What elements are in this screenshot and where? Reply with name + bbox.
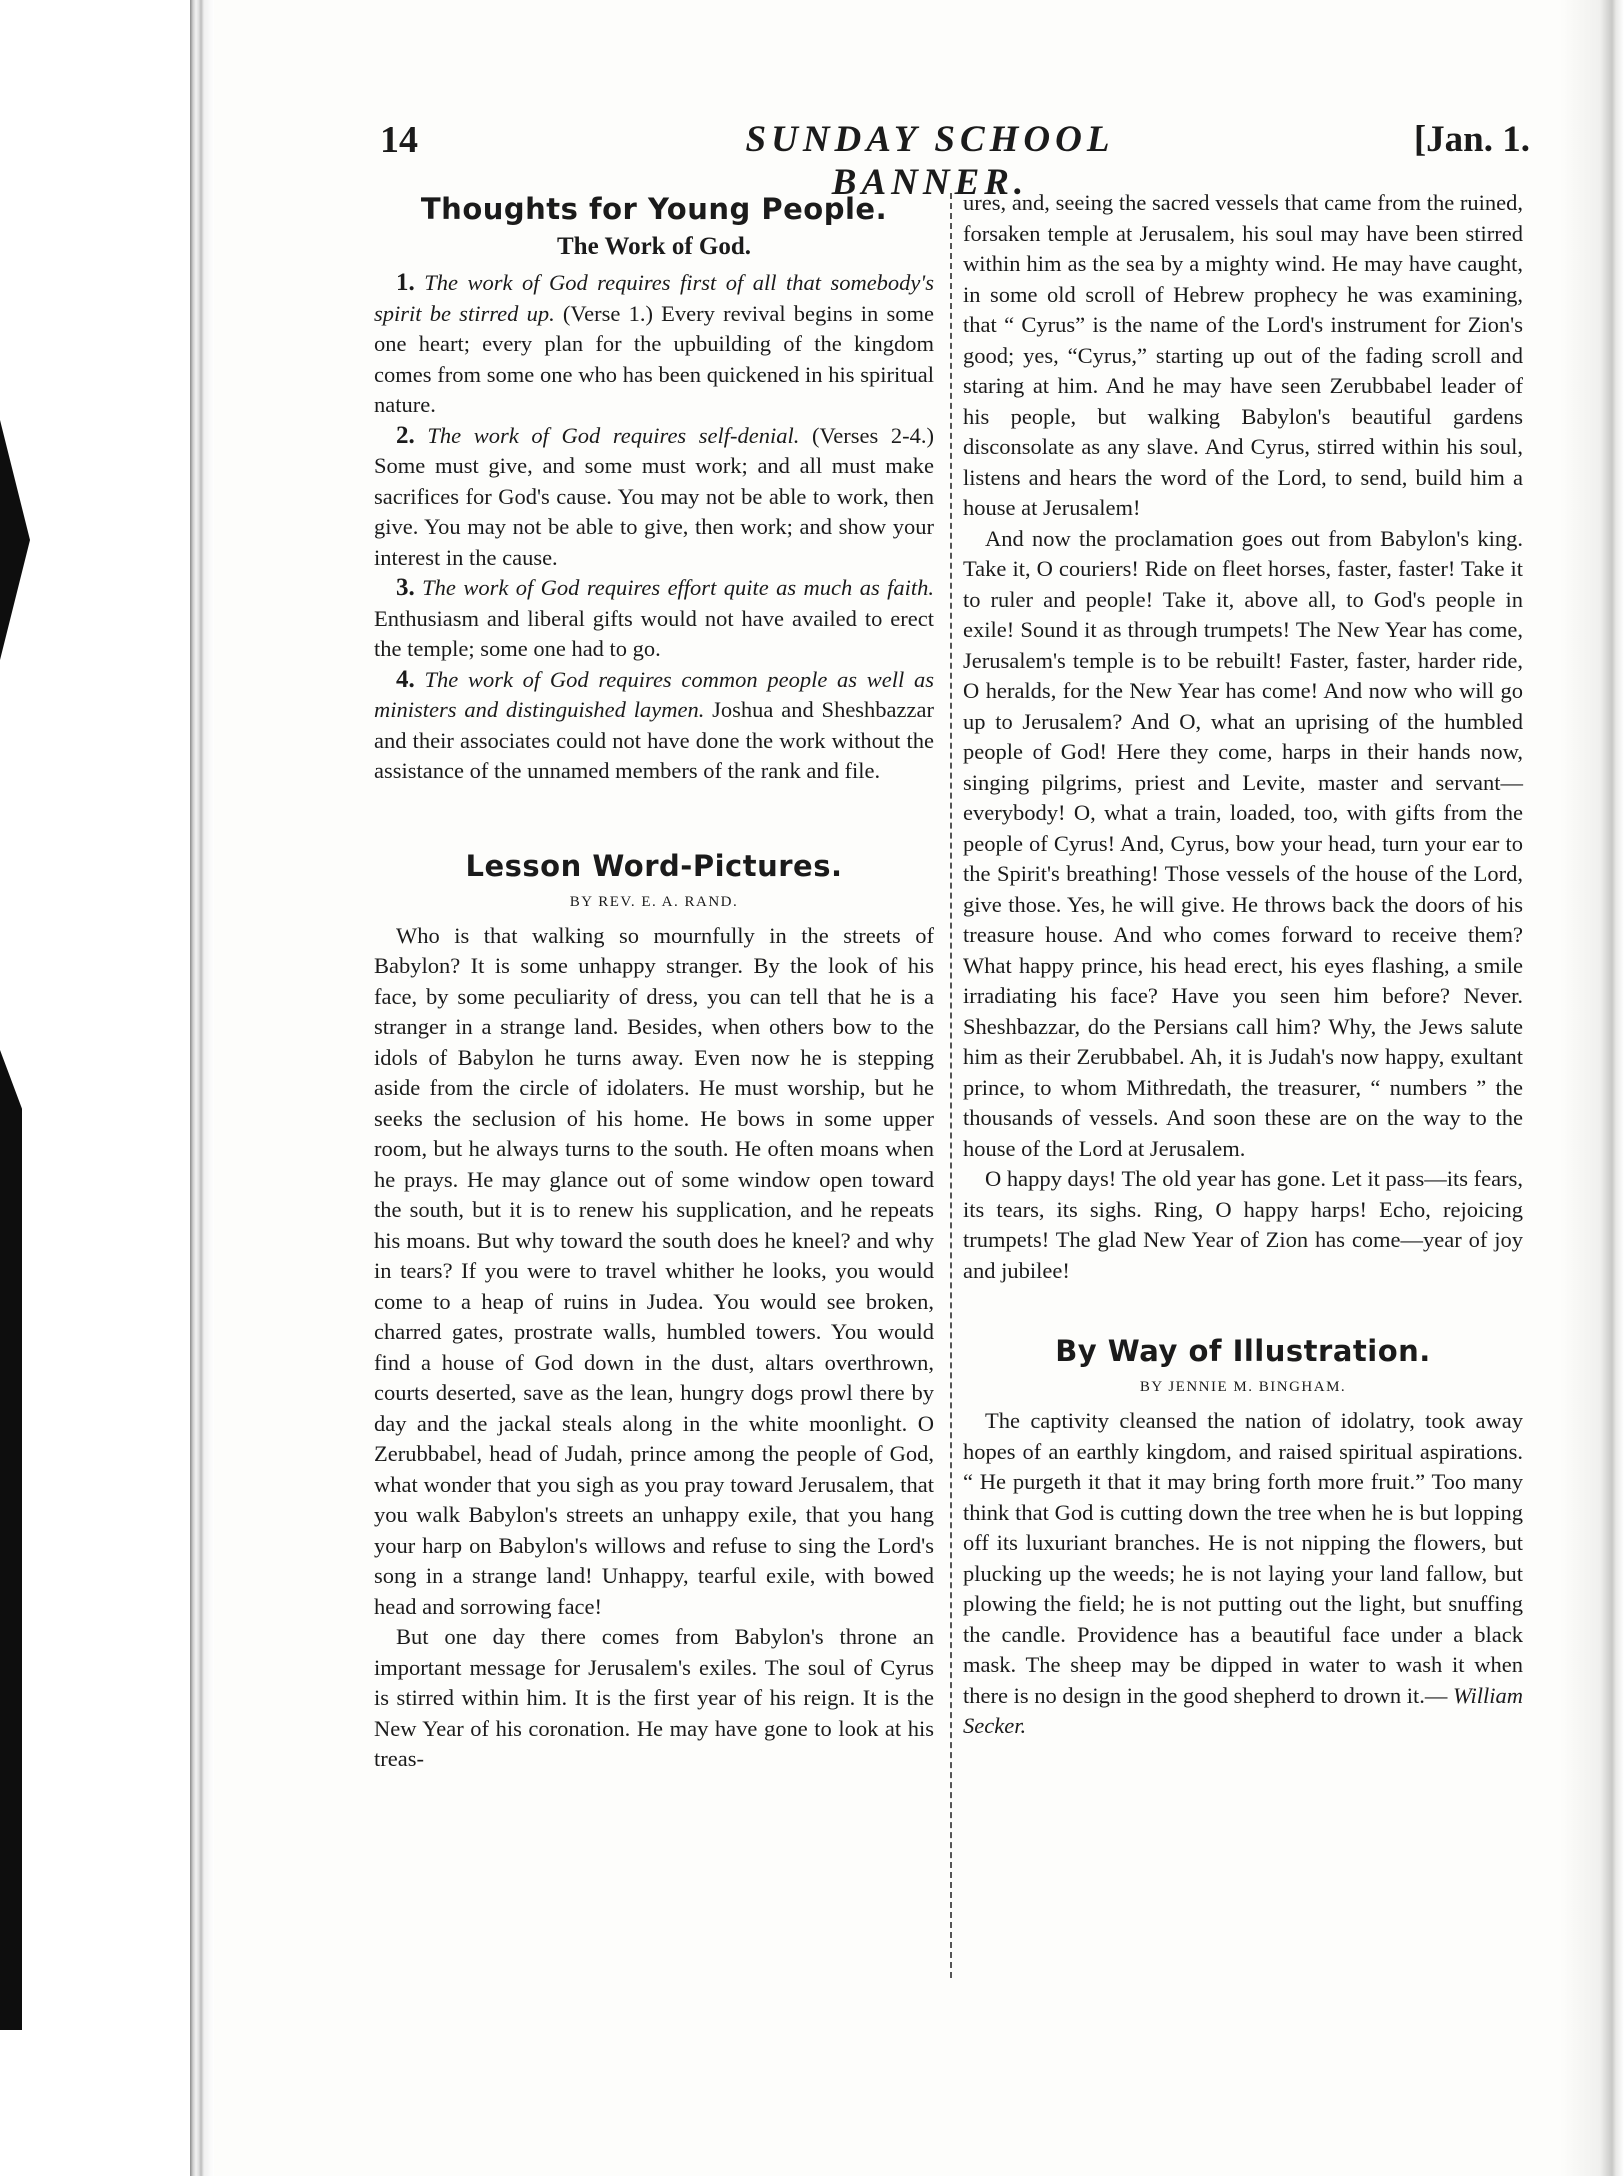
point-text: (Verses 2-4.) Some must give, and some must work; and all must make sacrifices for God's cause. You may not be able to work, then give. You may not be able to give, then work; and show your interest in the cause. [374, 422, 934, 570]
thought-point-2 [374, 421, 934, 574]
lesson-paragraph: And now the proclamation goes out from Babylon's king. Take it, O couriers! Ride on fleet horses, faster, faster! Take it to ruler and people! Take it, above all, to God's people in exile! Sound it as through trumpets! The New Year has come, Jerusalem's temple is to be rebuilt! Faster, faster, harder ride, O heralds, for the New Year has come! And now who will go up to Jerusalem? And O, what an uprising of the humbled people of God! Here they come, harps in their hands now, singing pilgrims, priest and Levite, master and servant—everybody! O, what a train, loaded, too, with gifts from the people of Cyrus! And, Cyrus, bow your head, turn your ear to the Spirit's breathing! Those vessels of the house of the Lord, give those. Yes, he will give. He throws back the doors of his treasure house. And who comes forward to receive them? What happy prince, his head erect, his eyes flashing, a smile irradiating his face? Have you seen him before? Never. Sheshbazzar, do the Persians call him? Why, the Jews salute him as their Zerubbabel. Ah, it is Judah's now happy, exultant prince, to whom Mithredath, the treasurer, “ numbers ” the thousands of vessels. And soon these are on the way to the house of the Lord at Jerusalem. [963, 525, 1523, 1161]
illustration-paragraph [963, 1406, 1523, 1742]
right-column [963, 188, 1523, 1742]
column-divider [950, 193, 952, 1978]
point-lead: The work of God requires common people as well as ministers and distinguished laymen. [374, 666, 935, 722]
scan-shadow-upper [0, 420, 30, 660]
lesson-paragraph: O happy days! The old year has gone. Let it pass—its fears, its tears, its sighs. Ring, O happy harps! Echo, rejoicing trumpets! The glad New Year of Zion has come—year of joy and jubilee! [963, 1166, 1523, 1283]
point-number: 2. [396, 421, 415, 449]
point-lead: The work of God requires self-denial. [427, 422, 800, 448]
illustration-text: The captivity cleansed the nation of idolatry, took away hopes of an earthly kingdom, and raised spiritual aspirations. “ He purgeth it that it may bring forth more fruit.” Too many think that God is cutting down the tree when he is but lopping off its luxuriant branches. He is not nipping the flowers, but plucking up the weeds; he is not laying your land fallow, but plowing the field; he is not putting out the light, but snuffing the candle. Providence has a beautiful face under a black mask. The sheep may be dipped in water to wash it when there is no design in the good shepherd to drown it.— [963, 1408, 1523, 1708]
page-number: 14 [380, 119, 418, 161]
issue-date: [Jan. 1. [1413, 119, 1530, 160]
point-lead: The work of God requires effort quite as much as faith. [422, 575, 935, 600]
illustration-title: By Way of Illustration. [1055, 1334, 1431, 1368]
lesson-paragraph: But one day there comes from Babylon's throne an important message for Jerusalem's exiles. The soul of Cyrus is stirred within him. It is the first year of his reign. It is the New Year of his coronation. He may have gone to look at his treas- [374, 1624, 934, 1771]
point-number: 4. [396, 665, 415, 693]
scan-shadow [0, 0, 26, 2176]
thought-point-1 [374, 268, 934, 421]
point-number: 1. [396, 269, 415, 296]
lesson-byline: BY REV. E. A. RAND. [569, 893, 739, 910]
illustration-byline: BY JENNIE M. BINGHAM. [1139, 1379, 1347, 1395]
lesson-paragraph: Who is that walking so mournfully in the streets of Babylon? It is some unhappy stranger. By the look of his face, by some peculiarity of dress, you can tell that he is a stranger in a strange land. Besides, when others bow to the idols of Babylon he turns away. Even now he is stepping aside from the circle of idolaters. He must worship, but he seeks the seclusion of his home. He bows in some upper room, but he always turns to the south. He often moans when he prays. He may glance out of some window open toward the south, but it is to renew his supplication, and he repeats his moans. But why toward the south does he kneel? and why in tears? If you were to travel whither he looks, you would come to a heap of ruins in Judea. You would see broken, charred gates, prostrate walls, humbled towers. You would find a house of God down in the dust, altars overthrown, courts deserted, save as the lean, hungry dogs prowl there by day and the jackal steals along in the white moonlight. O Zerubbabel, head of Judah, prince among the people of God, what wonder that you sigh as you pray toward Jerusalem, that you walk Babylon's streets an unhappy exile, that you hang your harp on Babylon's willows and refuse to sing the Lord's song in a strange land! Unhappy, tearful exile, with bowed head and sorrowing face! [374, 922, 934, 1619]
scan-shadow-lower [0, 1050, 22, 2030]
thought-point-4 [374, 665, 934, 787]
section-spacer [374, 787, 934, 845]
point-text: Joshua and Sheshbazzar and their associates could not have done the work without the assistance of the unnamed members of the rank and file. [374, 697, 935, 783]
page-binding-edge [190, 0, 214, 2176]
thoughts-title: Thoughts for Young People. [420, 192, 888, 226]
illustration-attribution: William Secker. [963, 1682, 1523, 1738]
scan-margin [0, 0, 190, 2176]
lesson-title: Lesson Word-Pictures. [465, 848, 843, 883]
point-lead: The work of God requires first of all that somebody's spirit be stirred up. [374, 270, 934, 326]
thought-point-3 [374, 573, 934, 665]
thoughts-subtitle: The Work of God. [556, 233, 752, 260]
point-text: Enthusiasm and liberal gifts would not have availed to erect the temple; some one had to go. [374, 605, 934, 661]
point-text: (Verse 1.) Every revival begins in some one heart; every plan for the upbuilding of the kingdom comes from some one who has been quickened in his spiritual nature. [374, 300, 934, 417]
left-column [374, 188, 934, 1775]
page-right-edge [1560, 0, 1624, 2176]
publication-title: SUNDAY SCHOOL BANNER. [745, 119, 1115, 203]
point-number: 3. [396, 574, 415, 601]
lesson-continuation: ures, and, seeing the sacred vessels that came from the ruined, forsaken temple at Jerusalem, his soul may have been stirred within him as the sea by a mighty wind. He may have caught, in some old scroll of Hebrew prophecy he was examining, that “ Cyrus” is the name of the Lord's instrument for Zion's good; yes, “Cyrus,” starting up out of the fading scroll and staring at him. And he may have seen Zerubbabel leader of his people, but walking Babylon's beautiful gardens disconsolate as any slave. And Cyrus, stirred within his soul, listens and hears the word of the Lord, to send, build him a house at Jerusalem! [963, 190, 1523, 520]
section-spacer [963, 1286, 1523, 1330]
running-header [380, 118, 1530, 203]
